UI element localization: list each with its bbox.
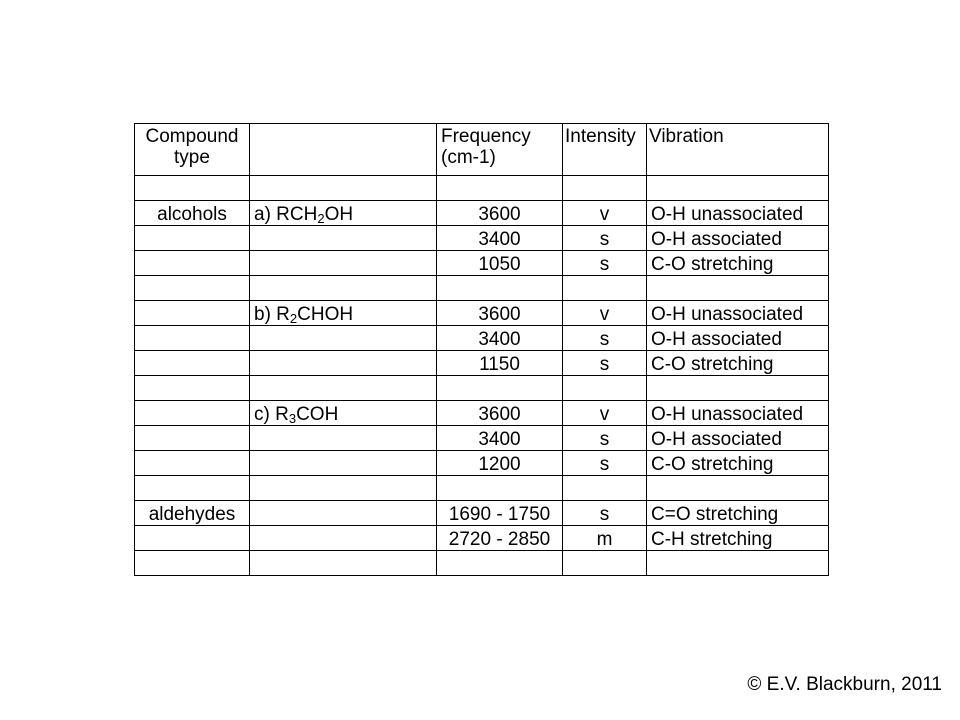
cell-type: [135, 376, 250, 401]
cell-frequency: [437, 476, 563, 501]
cell-frequency: 1050: [437, 251, 563, 276]
subtype-c-prefix: c) R: [254, 404, 289, 425]
cell-type: [135, 451, 250, 476]
cell-vibration: C-O stretching: [647, 251, 829, 276]
cell-vibration: [647, 176, 829, 201]
cell-vibration: O-H associated: [647, 226, 829, 251]
cell-frequency: 3600: [437, 401, 563, 426]
cell-frequency: [437, 551, 563, 576]
table-header-row: [135, 124, 829, 176]
cell-subtype: [250, 376, 437, 401]
subtype-b-subscript: 2: [289, 311, 298, 326]
cell-vibration: O-H associated: [647, 426, 829, 451]
cell-frequency: [437, 376, 563, 401]
cell-intensity: m: [563, 526, 647, 551]
cell-subtype: [250, 351, 437, 376]
cell-subtype: [250, 401, 437, 426]
cell-intensity: s: [563, 351, 647, 376]
cell-subtype: [250, 526, 437, 551]
table-row: [135, 351, 829, 376]
cell-intensity: s: [563, 226, 647, 251]
cell-subtype: [250, 501, 437, 526]
cell-vibration: O-H unassociated: [647, 201, 829, 226]
header-empty: [250, 124, 437, 176]
cell-vibration: O-H unassociated: [647, 401, 829, 426]
cell-subtype: [250, 476, 437, 501]
cell-intensity: s: [563, 426, 647, 451]
cell-intensity: [563, 476, 647, 501]
cell-frequency: 3400: [437, 226, 563, 251]
cell-subtype: [250, 301, 437, 326]
ir-frequency-table: [134, 123, 829, 576]
cell-frequency: 1690 - 1750: [437, 501, 563, 526]
table-row: [135, 501, 829, 526]
table-row: [135, 376, 829, 401]
cell-subtype: [250, 201, 437, 226]
subtype-b-suffix: CHOH: [297, 304, 354, 325]
cell-intensity: s: [563, 501, 647, 526]
table-row: [135, 551, 829, 576]
cell-type: [135, 251, 250, 276]
cell-type: [135, 351, 250, 376]
header-frequency: Frequency (cm-1): [437, 124, 563, 176]
cell-intensity: v: [563, 201, 647, 226]
cell-frequency: 3600: [437, 201, 563, 226]
cell-type: [135, 276, 250, 301]
cell-frequency: 3400: [437, 326, 563, 351]
cell-intensity: [563, 176, 647, 201]
copyright-notice: © E.V. Blackburn, 2011: [747, 674, 942, 695]
cell-subtype: [250, 326, 437, 351]
subtype-a-prefix: a) RCH: [254, 204, 318, 225]
table-row: [135, 401, 829, 426]
table-row: [135, 251, 829, 276]
table-row: [135, 476, 829, 501]
cell-intensity: s: [563, 326, 647, 351]
cell-vibration: [647, 551, 829, 576]
cell-vibration: O-H unassociated: [647, 301, 829, 326]
cell-frequency: [437, 176, 563, 201]
header-vibration: Vibration: [647, 124, 829, 176]
cell-intensity: [563, 276, 647, 301]
cell-subtype: [250, 426, 437, 451]
cell-vibration: [647, 476, 829, 501]
cell-vibration: C-H stretching: [647, 526, 829, 551]
cell-frequency: 1150: [437, 351, 563, 376]
cell-vibration: C=O stretching: [647, 501, 829, 526]
cell-type: [135, 401, 250, 426]
cell-type: alcohols: [135, 201, 250, 226]
subtype-a-subscript: 2: [317, 211, 325, 226]
cell-type: [135, 551, 250, 576]
cell-frequency: [437, 276, 563, 301]
cell-vibration: [647, 276, 829, 301]
cell-type: [135, 426, 250, 451]
cell-intensity: v: [563, 401, 647, 426]
table-row: [135, 451, 829, 476]
header-compound-type: Compound type: [135, 124, 250, 176]
cell-type: [135, 326, 250, 351]
subtype-b-prefix: b) R: [254, 304, 290, 325]
cell-subtype: [250, 551, 437, 576]
table-row: [135, 426, 829, 451]
cell-intensity: [563, 551, 647, 576]
cell-vibration: [647, 376, 829, 401]
cell-subtype: [250, 226, 437, 251]
cell-vibration: O-H associated: [647, 326, 829, 351]
cell-frequency: 3400: [437, 426, 563, 451]
cell-intensity: s: [563, 251, 647, 276]
cell-frequency: 3600: [437, 301, 563, 326]
cell-vibration: C-O stretching: [647, 451, 829, 476]
table-row: [135, 326, 829, 351]
cell-vibration: C-O stretching: [647, 351, 829, 376]
subtype-a-suffix: OH: [324, 204, 354, 225]
cell-type: [135, 526, 250, 551]
subtype-c-subscript: 3: [288, 411, 297, 426]
cell-type: [135, 301, 250, 326]
cell-type: [135, 176, 250, 201]
table-row: [135, 526, 829, 551]
cell-frequency: 2720 - 2850: [437, 526, 563, 551]
cell-intensity: v: [563, 301, 647, 326]
cell-subtype: [250, 251, 437, 276]
cell-type: [135, 476, 250, 501]
header-intensity: Intensity: [563, 124, 647, 176]
cell-type: aldehydes: [135, 501, 250, 526]
cell-subtype: [250, 451, 437, 476]
cell-subtype: [250, 176, 437, 201]
subtype-c-suffix: COH: [296, 404, 339, 425]
table-row: [135, 226, 829, 251]
cell-frequency: 1200: [437, 451, 563, 476]
table-row: [135, 276, 829, 301]
cell-intensity: s: [563, 451, 647, 476]
table-row: [135, 201, 829, 226]
cell-subtype: [250, 276, 437, 301]
table-row: [135, 176, 829, 201]
table-row: [135, 301, 829, 326]
cell-intensity: [563, 376, 647, 401]
cell-type: [135, 226, 250, 251]
